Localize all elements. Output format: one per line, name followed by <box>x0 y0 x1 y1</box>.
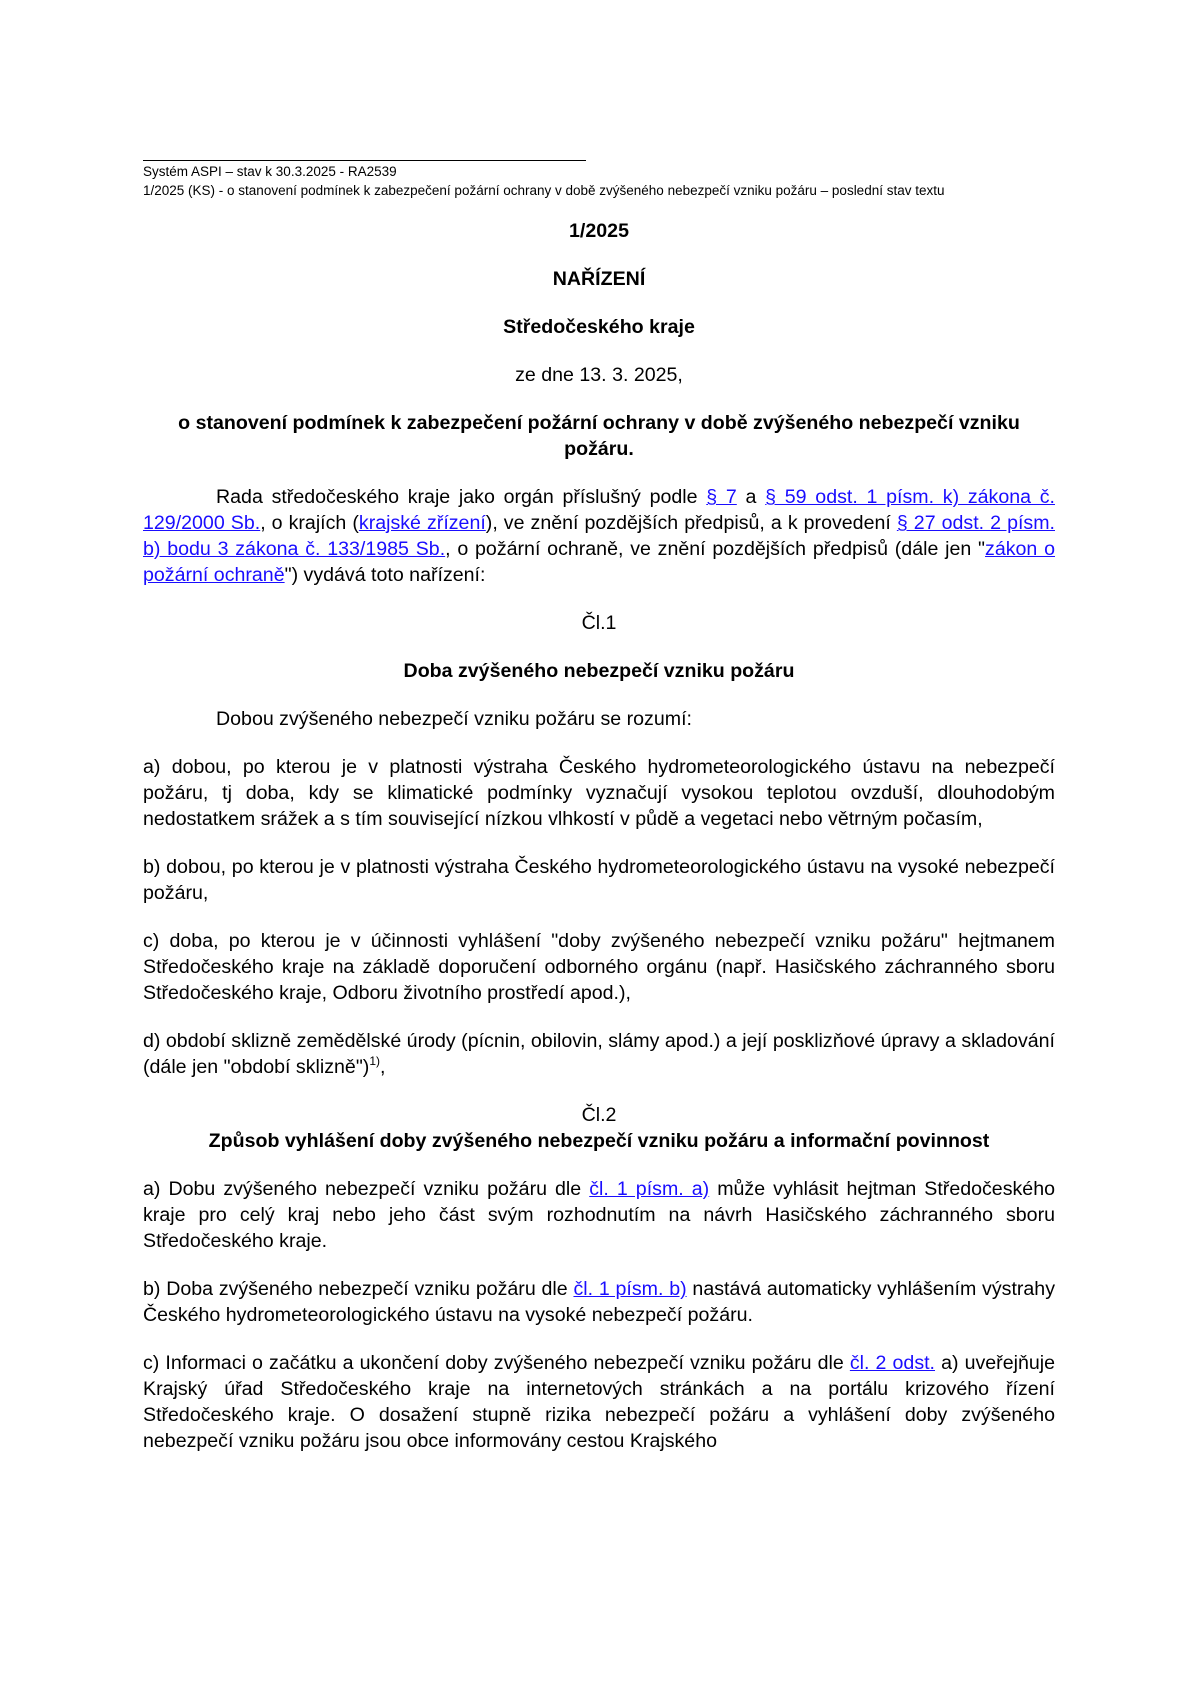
article-2-heading: Způsob vyhlášení doby zvýšeného nebezpečí vzniku požáru a informační povinnost <box>208 1130 990 1152</box>
regulation-issuer: Středočeského kraje <box>503 316 695 338</box>
link-act-133-1985[interactable]: § 27 odst. 2 písm. b) bodu 3 zákona č. 133/1985 Sb. <box>143 512 1055 560</box>
article-1-heading: Doba zvýšeného nebezpečí vzniku požáru <box>403 660 795 682</box>
article-1-item-a: a) dobou, po kterou je v platnosti výstraha Českého hydrometeorologického ústavu na nebezpečí požáru, tj doba, kdy se klimatické podmínky vyznačují vysokou teplotou ovzduší, dlouhodobým nedostatkem srážek a s tím související nízkou vlhkostí v půdě a vegetaci nebo větrným počasím, <box>143 756 1055 830</box>
link-cl-1-pism-a[interactable]: čl. 1 písm. a) <box>589 1178 710 1200</box>
link-zakon-o-pozarni-ochrane[interactable]: zákon o požární ochraně <box>143 538 1055 586</box>
article-1-number: Čl.1 <box>581 612 617 634</box>
article-1-intro: Dobou zvýšeného nebezpečí vzniku požáru se rozumí: <box>216 708 692 730</box>
link-act-129-2000[interactable]: § 59 odst. 1 písm. k) zákona č. 129/2000 Sb. <box>143 486 1055 534</box>
article-1-item-d: d) období sklizně zemědělské úrody (pícnin, obilovin, slámy apod.) a její posklizňové úpravy a skladování (dále jen "období sklizně")$^{1)}$, <box>143 1030 1055 1078</box>
regulation-number: 1/2025 <box>569 220 629 242</box>
regulation-subject: o stanovení podmínek k zabezpečení požární ochrany v době zvýšeného nebezpečí vzniku požáru. <box>178 412 1020 460</box>
preamble-paragraph: Rada středočeského kraje jako orgán příslušný podle § 7 a § 59 odst. 1 písm. k) zákona č. 129/2000 Sb., o krajích (krajské zřízení), ve znění pozdějších předpisů, a k provedení § 27 odst. 2 písm. b) bodu 3 zákona č. 133/1985 Sb., o požární ochraně, ve znění pozdějších předpisů (dále jen "zákon o požární ochraně") vydává toto nařízení: <box>143 486 1055 586</box>
article-2-number: Čl.2 <box>581 1104 617 1126</box>
link-paragraph-7[interactable]: § 7 <box>706 486 737 508</box>
document-page <box>143 160 1055 1454</box>
footnote-reference[interactable]: 1) <box>369 1054 380 1068</box>
header-document-line: 1/2025 (KS) - o stanovení podmínek k zabezpečení požární ochrany v době zvýšeného nebezpečí vzniku požáru – poslední stav textu <box>143 183 945 198</box>
article-2-item-c: c) Informaci o začátku a ukončení doby zvýšeného nebezpečí vzniku požáru dle čl. 2 odst. a) uveřejňuje Krajský úřad Středočeského kraje na internetových stránkách a na portálu krizového řízení Středočeského kraje. O dosažení stupně rizika nebezpečí požáru a vyhlášení doby zvýšeného nebezpečí vzniku požáru jsou obce informovány cestou Krajského <box>143 1352 1056 1452</box>
article-2-item-b: b) Doba zvýšeného nebezpečí vzniku požáru dle čl. 1 písm. b) nastává automaticky vyhlášením výstrahy Českého hydrometeorologického ústavu na vysoké nebezpečí požáru. <box>143 1278 1055 1326</box>
link-cl-1-pism-b[interactable]: čl. 1 písm. b) <box>573 1278 687 1300</box>
header-rule <box>143 160 586 161</box>
article-2-item-a: a) Dobu zvýšeného nebezpečí vzniku požáru dle čl. 1 písm. a) může vyhlásit hejtman Středočeského kraje pro celý kraj nebo jeho část svým rozhodnutím na návrh Hasičského záchranného sboru Středočeského kraje. <box>143 1178 1055 1252</box>
article-1-item-c: c) doba, po kterou je v účinnosti vyhlášení "doby zvýšeného nebezpečí vzniku požáru" hejtmanem Středočeského kraje na základě doporučení odborného orgánu (např. Hasičského záchranného sboru Středočeského kraje, Odboru životního prostředí apod.), <box>143 930 1055 1004</box>
regulation-type: NAŘÍZENÍ <box>552 268 646 290</box>
regulation-date: ze dne 13. 3. 2025, <box>515 364 683 386</box>
link-krajske-zrizeni[interactable]: krajské zřízení <box>358 512 486 534</box>
header-system-line: Systém ASPI – stav k 30.3.2025 - RA2539 <box>143 164 397 179</box>
link-cl-2-odst[interactable]: čl. 2 odst. <box>849 1352 936 1374</box>
article-1-item-b: b) dobou, po kterou je v platnosti výstraha Českého hydrometeorologického ústavu na vysoké nebezpečí požáru, <box>143 856 1055 904</box>
